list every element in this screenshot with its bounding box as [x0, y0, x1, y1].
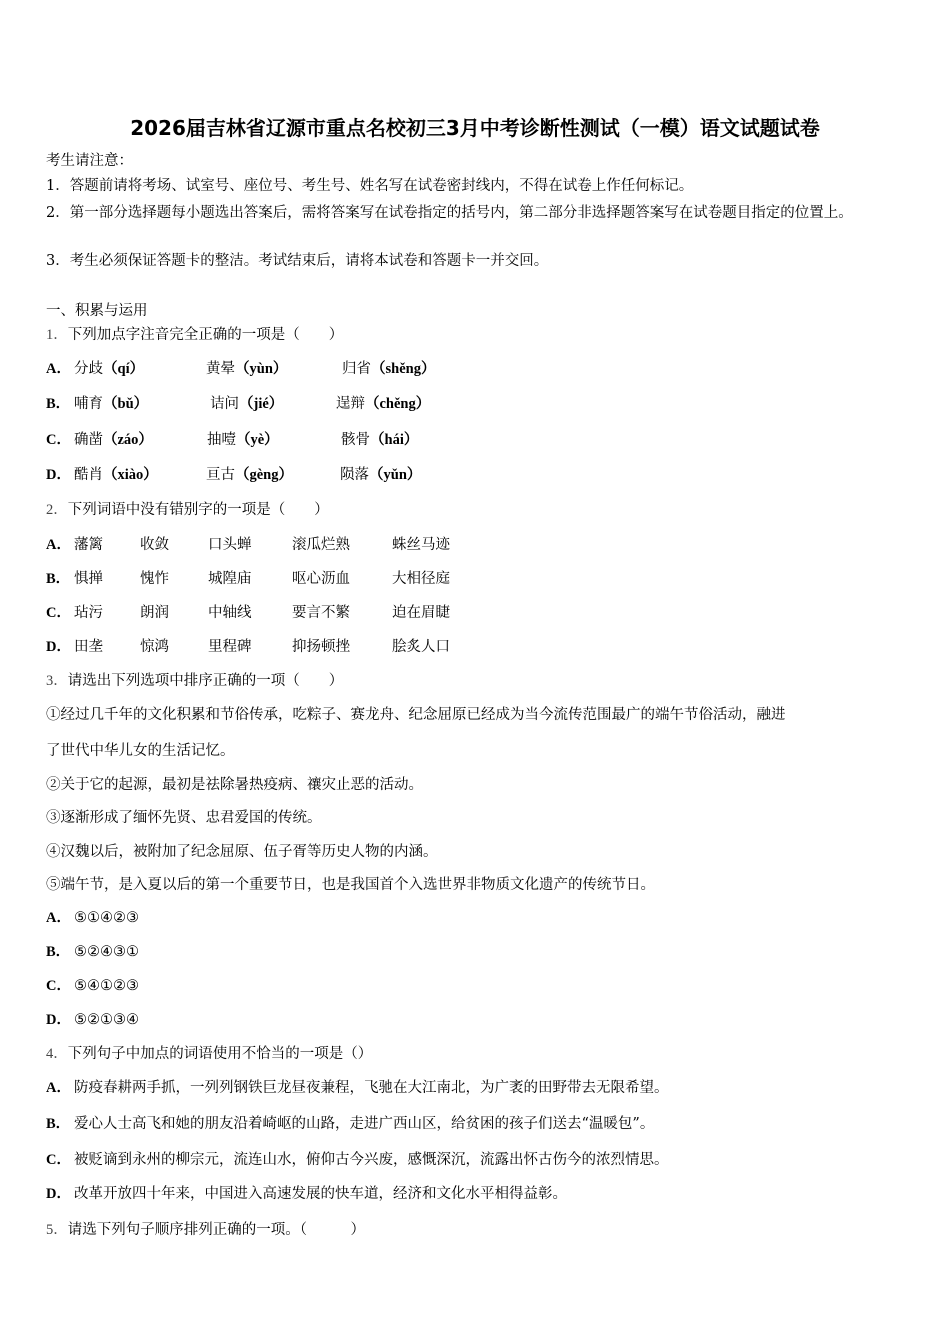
- option-letter: A．: [46, 361, 71, 377]
- q4-option-d[interactable]: [46, 1184, 567, 1204]
- question-number: 1．: [46, 327, 68, 343]
- pinyin: （bǔ）: [103, 396, 149, 412]
- word: 蛛丝马迹: [392, 537, 450, 553]
- q3-option-a[interactable]: [46, 908, 139, 928]
- q2-option-a[interactable]: [46, 535, 450, 555]
- question-number: 3．: [46, 673, 68, 689]
- word: 酷肖: [74, 467, 103, 483]
- section-heading: 一、积累与运用: [46, 303, 148, 319]
- word: 迫在眉睫: [392, 605, 450, 621]
- option-letter: D．: [46, 1186, 71, 1202]
- option-letter: B．: [46, 944, 71, 960]
- word: 口头蝉: [208, 537, 252, 553]
- q4-option-c[interactable]: [46, 1150, 669, 1170]
- question-text: 下列加点字注音完全正确的一项是（ ）: [67, 327, 344, 343]
- word: 中轴线: [208, 605, 252, 621]
- pinyin: （yùn）: [235, 361, 288, 377]
- option-text: ⑤②④③①: [74, 944, 139, 960]
- option-item: [206, 359, 342, 379]
- notice-heading: 考生请注意：: [46, 153, 133, 169]
- option-text: ⑤①④②③: [74, 910, 139, 926]
- word: 脍炙人口: [392, 639, 450, 655]
- q1-option-d[interactable]: [46, 465, 421, 485]
- pinyin: （shěng）: [371, 361, 436, 377]
- q3-sentence: ③逐渐形成了缅怀先贤、忠君爱国的传统。: [46, 810, 322, 826]
- option-item: [336, 394, 430, 414]
- option-text: 防疫春耕两手抓，一列列钢铁巨龙昼夜兼程，飞驰在大江南北，为广袤的田野带去无限希望。: [74, 1080, 669, 1096]
- word: 抽噎: [207, 432, 236, 448]
- option-letter: A．: [46, 1080, 71, 1096]
- question-5-stem: [46, 1220, 365, 1240]
- word: 归省: [342, 361, 371, 377]
- q1-option-c[interactable]: [46, 430, 418, 450]
- word: 陨落: [340, 467, 369, 483]
- notice-item: 2．第一部分选择题每小题选出答案后，需将答案写在试卷指定的括号内，第二部分非选择题答案写在试卷题目指定的位置上。: [46, 205, 853, 221]
- word: 惊鸿: [140, 639, 169, 655]
- word: 玷污: [74, 605, 103, 621]
- option-item: [74, 430, 207, 450]
- word: 愧怍: [140, 571, 169, 587]
- question-2-stem: [46, 500, 329, 520]
- option-letter: A．: [46, 537, 71, 553]
- word: 确凿: [74, 432, 103, 448]
- option-letter: D．: [46, 467, 71, 483]
- option-letter: B．: [46, 571, 71, 587]
- word: 要言不繁: [292, 605, 350, 621]
- page-title: 2026届吉林省辽源市重点名校初三3月中考诊断性测试（一模）语文试题试卷: [130, 116, 820, 140]
- option-item: [341, 430, 418, 450]
- option-item: [207, 430, 341, 450]
- option-item: [206, 465, 340, 485]
- word: 分歧: [74, 361, 103, 377]
- q3-sentence: ④汉魏以后，被附加了纪念屈原、伍子胥等历史人物的内涵。: [46, 844, 438, 860]
- option-letter: C．: [46, 605, 71, 621]
- q1-option-a[interactable]: [46, 359, 435, 379]
- notice-item: 3．考生必须保证答题卡的整洁。考试结束后，请将本试卷和答题卡一并交回。: [46, 253, 549, 269]
- word: 滚瓜烂熟: [292, 537, 350, 553]
- word: 田垄: [74, 639, 103, 655]
- pinyin: （záo）: [103, 432, 153, 448]
- word: 城隍庙: [208, 571, 252, 587]
- word: 朗润: [140, 605, 169, 621]
- word: 收敛: [140, 537, 169, 553]
- word: 黄晕: [206, 361, 235, 377]
- q2-option-d[interactable]: [46, 637, 450, 657]
- word: 惧掸: [74, 571, 103, 587]
- q3-sentence: 了世代中华儿女的生活记忆。: [46, 743, 235, 759]
- option-text: 改革开放四十年来，中国进入高速发展的快车道，经济和文化水平相得益彰。: [74, 1186, 567, 1202]
- word: 里程碑: [208, 639, 252, 655]
- q3-sentence: ①经过几千年的文化积累和节俗传承，吃粽子、赛龙舟、纪念屈原已经成为当今流传范围最广的端午节俗活动，融进: [46, 707, 786, 723]
- option-item: [74, 359, 206, 379]
- pinyin: （jié）: [239, 396, 284, 412]
- word: 亘古: [206, 467, 235, 483]
- option-item: [342, 359, 435, 379]
- option-text: 爱心人士高飞和她的朋友沿着崎岖的山路，走进广西山区，给贫困的孩子们送去“温暖包”。: [74, 1116, 655, 1132]
- q3-option-c[interactable]: [46, 976, 139, 996]
- option-letter: A．: [46, 910, 71, 926]
- question-number: 4．: [46, 1046, 68, 1062]
- question-text: 下列句子中加点的词语使用不恰当的一项是（）: [67, 1046, 373, 1062]
- question-number: 5．: [46, 1222, 68, 1238]
- question-number: 2．: [46, 502, 68, 518]
- q1-option-b[interactable]: [46, 394, 430, 414]
- pinyin: （qí）: [103, 361, 145, 377]
- option-letter: D．: [46, 639, 71, 655]
- q3-option-b[interactable]: [46, 942, 139, 962]
- q3-option-d[interactable]: [46, 1010, 139, 1030]
- pinyin: （yè）: [236, 432, 279, 448]
- option-letter: B．: [46, 396, 71, 412]
- option-text: 被贬谪到永州的柳宗元，流连山水，俯仰古今兴废，感慨深沉，流露出怀古伤今的浓烈情思。: [74, 1152, 669, 1168]
- question-text: 下列词语中没有错别字的一项是（ ）: [67, 502, 329, 518]
- option-text: ⑤④①②③: [74, 978, 139, 994]
- option-letter: C．: [46, 1152, 71, 1168]
- question-text: 请选下列句子顺序排列正确的一项。（ ）: [67, 1222, 365, 1238]
- question-text: 请选出下列选项中排序正确的一项（ ）: [67, 673, 344, 689]
- q3-sentence: ②关于它的起源，最初是祛除暑热疫病、禳灾止恶的活动。: [46, 777, 423, 793]
- option-letter: C．: [46, 978, 71, 994]
- word: 抑扬顿挫: [292, 639, 350, 655]
- q2-option-c[interactable]: [46, 603, 450, 623]
- q4-option-a[interactable]: [46, 1078, 669, 1098]
- word: 哺育: [74, 396, 103, 412]
- q2-option-b[interactable]: [46, 569, 450, 589]
- q4-option-b[interactable]: [46, 1114, 654, 1134]
- question-3-stem: [46, 671, 343, 691]
- word: 呕心沥血: [292, 571, 350, 587]
- option-item: [340, 465, 421, 485]
- option-item: [74, 465, 206, 485]
- option-letter: B．: [46, 1116, 71, 1132]
- option-item: [74, 394, 210, 414]
- option-letter: C．: [46, 432, 71, 448]
- q3-sentence: ⑤端午节，是入夏以后的第一个重要节日，也是我国首个入选世界非物质文化遗产的传统节日。: [46, 877, 655, 893]
- option-item: [210, 394, 336, 414]
- pinyin: （gèng）: [235, 467, 293, 483]
- pinyin: （hái）: [370, 432, 419, 448]
- pinyin: （yǔn）: [369, 467, 422, 483]
- notice-item: 1．答题前请将考场、试室号、座位号、考生号、姓名写在试卷密封线内，不得在试卷上作任何标记。: [46, 178, 694, 194]
- word: 大相径庭: [392, 571, 450, 587]
- word: 逞辩: [336, 396, 365, 412]
- pinyin: （chěng）: [365, 396, 431, 412]
- pinyin: （xiào）: [103, 467, 158, 483]
- option-letter: D．: [46, 1012, 71, 1028]
- option-text: ⑤②①③④: [74, 1012, 139, 1028]
- word: 骸骨: [341, 432, 370, 448]
- question-1-stem: [46, 325, 343, 345]
- question-4-stem: [46, 1044, 372, 1064]
- word: 藩篱: [74, 537, 103, 553]
- word: 诘问: [210, 396, 239, 412]
